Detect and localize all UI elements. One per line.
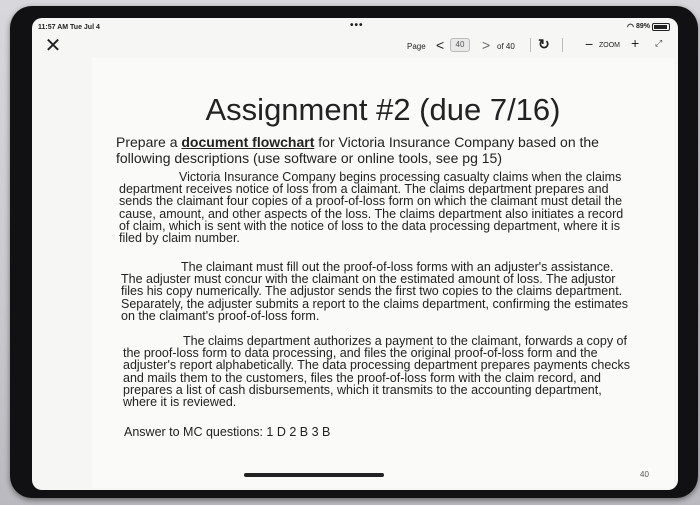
page-count-label: of 40 <box>497 42 515 51</box>
tablet-frame <box>10 6 698 498</box>
viewer-toolbar <box>32 32 678 58</box>
multitask-dots-icon[interactable]: ••• <box>350 20 364 31</box>
intro-prefix: Prepare a <box>116 134 182 150</box>
description-paragraph-1 <box>119 171 629 244</box>
page-number-input[interactable]: 40 <box>450 38 470 52</box>
previous-page-icon[interactable]: < <box>436 37 445 53</box>
paragraph-text: The claims department authorizes a payment to the claimant, forwards a copy of the proof-loss form to data processing, and files the original proof-of-loss form and the adjuster's report alphabetically. The data processing department prepares payments checks and mails them to the customers, files the proof-of-loss form with the claim record, and prepares a list of cash disbursements, which it transmits to the accounting department, where it is reviewed. <box>123 334 631 410</box>
battery-icon <box>652 23 670 31</box>
close-icon[interactable]: ✕ <box>44 35 62 57</box>
answer-line: Answer to MC questions: 1 D 2 B 3 B <box>124 425 331 439</box>
zoom-in-icon[interactable]: + <box>631 35 640 51</box>
screen <box>32 18 678 490</box>
battery-percent: 89% <box>635 23 650 30</box>
intro-suffix: for Victoria Insurance Company based on the following descriptions (use software or online tools, see pg 15) <box>116 134 599 166</box>
document-page <box>92 58 674 488</box>
page-title: Assignment #2 (due 7/16) <box>205 92 561 127</box>
description-paragraph-2 <box>121 261 631 322</box>
battery-group <box>627 22 670 31</box>
paragraph-text: Victoria Insurance Company begins processing casualty claims when the claims department receives notice of loss from a claimant. The claims department prepares and sends the claimant four copies of a proof-of-loss form on which the claimant must detail the cause, amount, and other aspects of the loss. The claims department also initiates a record of claim, which is sent with the notice of loss to the data processing department, where it is filed by claim number. <box>119 170 624 246</box>
paragraph-text: The claimant must fill out the proof-of-loss forms with an adjuster's assistance. The adjuster must concur with the claimant on the estimated amount of loss. The adjustor files his copy numerically. The adjustor sends the first two copies to the claims department. Separately, the adjuster submits a report to the claims department, confirming the estimates on the claimant's proof-of-loss form. <box>121 260 628 323</box>
refresh-icon[interactable]: ↻ <box>538 36 550 52</box>
home-indicator[interactable] <box>244 473 384 477</box>
zoom-out-icon[interactable]: − <box>585 36 594 52</box>
wifi-icon: ◠ <box>627 22 634 31</box>
zoom-label: ZOOM <box>599 42 620 49</box>
status-time: 11:57 AM Tue Jul 4 <box>38 24 100 31</box>
intro-highlight: document flowchart <box>181 134 315 150</box>
next-page-icon[interactable]: > <box>482 37 491 53</box>
page-label: Page <box>407 42 426 51</box>
description-paragraph-3 <box>123 335 633 408</box>
toolbar-divider <box>530 38 531 52</box>
page-number: 40 <box>640 470 649 479</box>
toolbar-divider <box>562 38 563 52</box>
assignment-intro <box>116 134 636 166</box>
expand-icon[interactable]: ⤢ <box>655 38 663 48</box>
